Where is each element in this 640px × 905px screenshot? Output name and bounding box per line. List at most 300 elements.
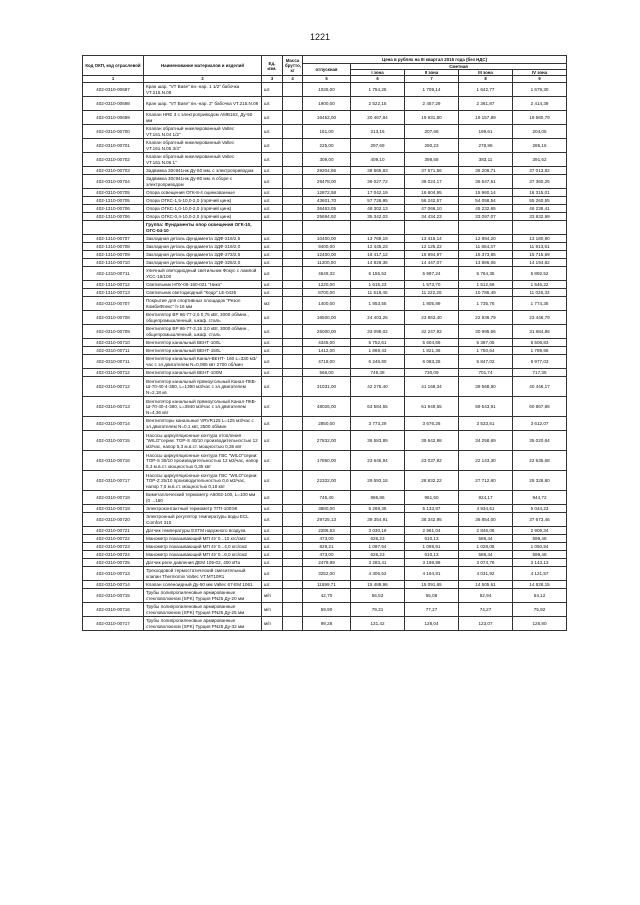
row-price-zone-4: 40 448,17 [513, 377, 567, 397]
row-mass [283, 97, 303, 111]
row-code: 402-0310-00704 [83, 175, 144, 189]
header-zone-2: II зона [405, 70, 459, 76]
table-row [83, 281, 567, 289]
row-price-zone-4: 3 143,13 [513, 559, 567, 567]
table-row [83, 355, 567, 369]
row-unit: шт. [262, 567, 283, 581]
row-price-zone-3: 27 712,60 [459, 471, 513, 491]
row-price-zone-3: 13 886,06 [459, 259, 513, 267]
row-price-zone-3: 924,17 [459, 491, 513, 505]
row-price-zone-3: 19 157,89 [459, 111, 513, 125]
row-price-zone-3: 22 936,79 [459, 311, 513, 325]
row-price-zone-4: 16 315,01 [513, 189, 567, 197]
row-mass [283, 369, 303, 377]
row-name: Покрытие для спортивных площадок "Резол КомбиФлекс" h-16 мм [144, 297, 262, 311]
row-release-price: 59,90 [303, 603, 351, 617]
row-mass [283, 355, 303, 369]
row-unit [262, 221, 283, 235]
row-release-price [303, 221, 351, 235]
row-price-zone-1: 24 403,25 [351, 311, 405, 325]
row-unit: шт. [262, 139, 283, 153]
row-unit: шт. [262, 205, 283, 213]
row-price-zone-3: 2 361,87 [459, 97, 513, 111]
row-release-price: 27832,00 [303, 431, 351, 451]
row-name: Задвижка 30с941нж Ду-50 мм. с электроприводом [144, 167, 262, 175]
row-release-price: 2850,00 [303, 417, 351, 431]
row-code: 402-0310-00702 [83, 153, 144, 167]
row-price-zone-2: 2 457,29 [405, 97, 459, 111]
row-price-zone-2: 610,13 [405, 535, 459, 543]
row-name: Группа: Фундаменты опор освещения ОГК-10, ОГС-04-10 [144, 221, 262, 235]
row-price-zone-2: 77,27 [405, 603, 459, 617]
row-price-zone-2: 2 961,04 [405, 527, 459, 535]
column-index: 5 [303, 76, 351, 83]
row-unit: шт. [262, 243, 283, 251]
header-zone-1: I зона [351, 70, 405, 76]
row-code: 402-0310-00714 [83, 581, 144, 589]
row-mass [283, 175, 303, 189]
row-price-zone-3: 2 846,06 [459, 527, 513, 535]
row-code: 402-0310-00697 [83, 83, 144, 97]
row-unit: шт. [262, 491, 283, 505]
row-code: 402-1310-00710 [83, 259, 144, 267]
row-release-price: 36463,05 [303, 205, 351, 213]
row-release-price: 225,00 [303, 139, 351, 153]
row-release-price: 2479,99 [303, 559, 351, 567]
row-release-price: 4345,00 [303, 339, 351, 347]
row-price-zone-2: 35 642,98 [405, 431, 459, 451]
row-name: Трубы полипропиленовые армированные стекловолокном (SPK) Турция PN25 Ду-20 мм [144, 589, 262, 603]
row-price-zone-1 [351, 221, 405, 235]
row-price-zone-3: 3 074,76 [459, 559, 513, 567]
row-name: Вентилятор канальный ВЕНТ-150L [144, 347, 262, 355]
row-price-zone-2: 6 083,25 [405, 355, 459, 369]
row-price-zone-4: 1 679,30 [513, 83, 567, 97]
row-price-zone-3: 22 143,30 [459, 451, 513, 471]
row-release-price: 9400,00 [303, 243, 351, 251]
row-unit: м2 [262, 297, 283, 311]
row-price-zone-3: 383,11 [459, 153, 513, 167]
row-price-zone-4: 1 050,94 [513, 543, 567, 551]
row-code: 402-0310-00701 [83, 139, 144, 153]
row-price-zone-3: 36 547,61 [459, 175, 513, 189]
row-name: Задвижка 30с941нж Ду-80 мм. в сборе с электроприводом [144, 175, 262, 189]
row-price-zone-2: 55,08 [405, 589, 459, 603]
row-price-zone-1: 23 645,94 [351, 451, 405, 471]
row-release-price: 8700,00 [303, 289, 351, 297]
row-unit: шт. [262, 197, 283, 205]
row-mass [283, 289, 303, 297]
row-price-zone-2: 128,04 [405, 617, 459, 631]
row-price-zone-2: 730,09 [405, 369, 459, 377]
row-price-zone-3: 5 847,02 [459, 355, 513, 369]
table-row [83, 397, 567, 417]
table-row [83, 197, 567, 205]
row-price-zone-3: 15 960,14 [459, 189, 513, 197]
table-row [83, 603, 567, 617]
table-row [83, 189, 567, 197]
row-price-zone-1: 39 027,72 [351, 175, 405, 189]
row-unit: шт. [262, 311, 283, 325]
row-price-zone-1: 38 665,83 [351, 167, 405, 175]
row-price-zone-4: 60 867,88 [513, 397, 567, 417]
row-release-price: 2286,53 [303, 527, 351, 535]
row-unit: шт. [262, 175, 283, 189]
row-release-price: 29204,66 [303, 167, 351, 175]
row-unit: шт. [262, 355, 283, 369]
row-code: 402-1310-00711 [83, 267, 144, 281]
row-release-price: 43601,70 [303, 197, 351, 205]
row-code: 402-0310-00715 [83, 589, 144, 603]
row-unit: м/п [262, 617, 283, 631]
row-unit: шт. [262, 513, 283, 527]
row-price-zone-1: 35 342,03 [351, 213, 405, 221]
row-price-zone-3: 1 750,64 [459, 347, 513, 355]
row-release-price: 29725,13 [303, 513, 351, 527]
row-unit: шт. [262, 471, 283, 491]
row-release-price: 3252,00 [303, 567, 351, 581]
row-mass [283, 197, 303, 205]
row-unit: шт. [262, 259, 283, 267]
row-name: Датчик реле давления ДЕМ 105-02, 400 кПа [144, 559, 262, 567]
row-price-zone-2: 961,50 [405, 491, 459, 505]
row-release-price: 566,00 [303, 369, 351, 377]
row-price-zone-3: 15 373,85 [459, 251, 513, 259]
row-price-zone-2: 19 931,80 [405, 111, 459, 125]
row-release-price: 16452,00 [303, 111, 351, 125]
row-unit: шт. [262, 189, 283, 197]
row-mass [283, 167, 303, 175]
row-price-zone-2: 14 447,07 [405, 259, 459, 267]
row-mass [283, 139, 303, 153]
row-mass [283, 297, 303, 311]
table-row [83, 235, 567, 243]
row-mass [283, 505, 303, 513]
row-price-zone-2: 3 676,26 [405, 417, 459, 431]
row-code: 402-0310-00712 [83, 377, 144, 397]
row-price-zone-1: 56,53 [351, 589, 405, 603]
row-unit: шт. [262, 325, 283, 339]
row-code: 402-0310-00710 [83, 339, 144, 347]
row-price-zone-4: 5 506,83 [513, 339, 567, 347]
table-row [83, 505, 567, 513]
row-name: Насосы циркуляционные контура ГВС "WILO"серии: TOP-S 30/10 производительностью 12 м3/час, напор 5,3 м.в.ст. мощностью 0,35 квт [144, 451, 262, 471]
table-row [83, 513, 567, 527]
row-price-zone-3: 52,94 [459, 589, 513, 603]
row-price-zone-3: 14 505,61 [459, 581, 513, 589]
row-code: 402-0310-00723 [83, 543, 144, 551]
row-price-zone-2: 13 415,14 [405, 235, 459, 243]
row-release-price: 31031,00 [303, 377, 351, 397]
row-price-zone-4: 1 774,35 [513, 297, 567, 311]
row-price-zone-4: 5 892,52 [513, 267, 567, 281]
row-unit: шт. [262, 251, 283, 259]
row-price-zone-1: 749,38 [351, 369, 405, 377]
column-index: 8 [459, 76, 513, 83]
row-price-zone-4: 599,48 [513, 535, 567, 543]
row-price-zone-1: 409,10 [351, 153, 405, 167]
row-release-price: 17860,00 [303, 451, 351, 471]
row-price-zone-2: 32 247,92 [405, 325, 459, 339]
row-code: 402-0310-00720 [83, 513, 144, 527]
table-row [83, 369, 567, 377]
row-mass [283, 397, 303, 417]
row-price-zone-3: 586,44 [459, 535, 513, 543]
row-code: 402-0310-00711 [83, 347, 144, 355]
row-price-zone-2: 34 434,23 [405, 213, 459, 221]
row-name: Светильник светодиодный "Кедр" LE-0435 [144, 289, 262, 297]
table-body [83, 83, 567, 631]
row-name: Электроконтактный термометр ТГП-100ЭК [144, 505, 262, 513]
row-price-zone-1: 15 489,96 [351, 581, 405, 589]
column-index: 4 [283, 76, 303, 83]
row-unit: шт. [262, 83, 283, 97]
row-price-zone-3: 34 258,69 [459, 431, 513, 451]
row-mass [283, 281, 303, 289]
row-mass [283, 567, 303, 581]
row-price-zone-1: 5 269,35 [351, 505, 405, 513]
row-price-zone-1: 79,31 [351, 603, 405, 617]
row-mass [283, 551, 303, 559]
table-row [83, 617, 567, 631]
row-release-price: 1900,00 [303, 97, 351, 111]
column-index: 6 [351, 76, 405, 83]
row-mass [283, 267, 303, 281]
row-code [83, 221, 144, 235]
row-name: Манометр показывающий МП 4У 0...10 кгс/см2 [144, 535, 262, 543]
table-row [83, 111, 567, 125]
row-price-zone-3: 278,96 [459, 139, 513, 153]
row-release-price: 10400,00 [303, 235, 351, 243]
column-index-row [83, 76, 567, 83]
row-price-zone-4: 35 020,64 [513, 431, 567, 451]
row-release-price: 29478,00 [303, 175, 351, 189]
table-group-row [83, 221, 567, 235]
row-release-price: 1025,00 [303, 83, 351, 97]
row-code: 402-1310-00705 [83, 197, 144, 205]
row-code: 402-1310-00708 [83, 243, 144, 251]
row-price-zone-4: 1 789,56 [513, 347, 567, 355]
header-price-title: Цена в рублях на III квартал 2016 года (без НДС) [303, 56, 567, 64]
row-unit: шт. [262, 213, 283, 221]
row-name: Уличный светодиодный светильник Фокус с лампой УСС-18/100 [144, 267, 262, 281]
row-code: 402-0310-00716 [83, 451, 144, 471]
row-price-zone-2: 3 198,98 [405, 559, 459, 567]
row-unit: м/п [262, 603, 283, 617]
row-name: Вентиляторы канальные VRVR125 L=125 м3/час с эл.двигателем N=0,1 квт, 2500 об/мин [144, 417, 262, 431]
row-price-zone-4: 125,80 [513, 617, 567, 631]
row-price-zone-3: 74,27 [459, 603, 513, 617]
row-unit: шт. [262, 505, 283, 513]
row-price-zone-3: 36 854,00 [459, 513, 513, 527]
row-mass [283, 83, 303, 97]
row-mass [283, 205, 303, 213]
row-code: 402-0310-00717 [83, 617, 144, 631]
row-mass [283, 513, 303, 527]
row-code: 402-0310-00714 [83, 417, 144, 431]
row-price-zone-4: 46 238,41 [513, 205, 567, 213]
row-unit: шт. [262, 431, 283, 451]
row-code: 402-0310-00721 [83, 527, 144, 535]
row-mass [283, 451, 303, 471]
row-unit: шт. [262, 97, 283, 111]
table-row [83, 167, 567, 175]
table-row [83, 243, 567, 251]
row-mass [283, 111, 303, 125]
row-mass [283, 125, 303, 139]
row-price-zone-4: 13 180,90 [513, 235, 567, 243]
row-mass [283, 235, 303, 243]
header-estimate: Сметная [351, 64, 567, 70]
row-price-zone-3: 59 543,91 [459, 397, 513, 417]
row-code: 402-0310-00713 [83, 567, 144, 581]
row-mass [283, 377, 303, 397]
row-mass [283, 339, 303, 347]
row-price-zone-1: 2 522,15 [351, 97, 405, 111]
row-unit: шт. [262, 581, 283, 589]
row-name: Опора ОГКС-1,0-10,0-2,0 (горячий цинк) [144, 205, 262, 213]
row-price-zone-1: 6 155,52 [351, 267, 405, 281]
row-code: 402-1310-00709 [83, 251, 144, 259]
row-name: Светильник НПУ-06-150-021 "Нико" [144, 281, 262, 289]
row-code: 402-0310-00703 [83, 167, 144, 175]
row-price-zone-1: 42 275,40 [351, 377, 405, 397]
row-price-zone-4: 31 684,86 [513, 325, 567, 339]
table-row [83, 83, 567, 97]
row-price-zone-2: 15 994,97 [405, 251, 459, 259]
row-price-zone-2: 38 342,95 [405, 513, 459, 527]
row-name: Опора ОГКС-0,4-10,0-2,0 (горячий цинк) [144, 213, 262, 221]
row-mass [283, 221, 303, 235]
row-release-price: 4718,00 [303, 355, 351, 369]
row-price-zone-3: 1 512,59 [459, 281, 513, 289]
row-price-zone-2: 5 604,69 [405, 339, 459, 347]
table-row [83, 559, 567, 567]
row-price-zone-1: 3 030,19 [351, 527, 405, 535]
table-row [83, 543, 567, 551]
row-price-zone-2: 1 573,70 [405, 281, 459, 289]
row-name: Закладная деталь фундамента ЗДФ-273/2,5 [144, 251, 262, 259]
row-unit: шт. [262, 339, 283, 347]
row-code: 402-0310-00713 [83, 397, 144, 417]
row-price-zone-2: 15 091,65 [405, 581, 459, 589]
column-index: 3 [262, 76, 283, 83]
row-price-zone-2: 1 709,14 [405, 83, 459, 97]
row-price-zone-4: 75,92 [513, 603, 567, 617]
row-price-zone-2: 5 133,87 [405, 505, 459, 513]
table-header [83, 56, 567, 83]
row-mass [283, 617, 303, 631]
row-price-zone-2: 37 671,56 [405, 167, 459, 175]
row-price-zone-4: 285,16 [513, 139, 567, 153]
row-unit: шт. [262, 289, 283, 297]
row-price-zone-1: 213,16 [351, 125, 405, 139]
table-row [83, 567, 567, 581]
row-code: 402-0310-00707 [83, 297, 144, 311]
row-price-zone-1: 1 615,23 [351, 281, 405, 289]
row-code: 402-0310-00698 [83, 97, 144, 111]
row-price-zone-2: 38 024,17 [405, 175, 459, 189]
row-price-zone-4: 5 044,23 [513, 505, 567, 513]
row-release-price: 48026,00 [303, 397, 351, 417]
row-price-zone-2: 61 949,55 [405, 397, 459, 417]
row-price-zone-3: 36 208,71 [459, 167, 513, 175]
row-mass [283, 559, 303, 567]
row-release-price: 25000,00 [303, 325, 351, 339]
row-code: 402-0310-00722 [83, 535, 144, 543]
row-release-price: 161,00 [303, 125, 351, 139]
row-price-zone-1: 57 726,95 [351, 197, 405, 205]
row-price-zone-1: 12 445,23 [351, 243, 405, 251]
row-price-zone-2: 207,68 [405, 125, 459, 139]
row-unit: шт. [262, 451, 283, 471]
row-unit: шт. [262, 125, 283, 139]
row-code: 402-0310-00717 [83, 471, 144, 491]
row-price-zone-4: 55 260,55 [513, 197, 567, 205]
row-price-zone-3: 30 995,66 [459, 325, 513, 339]
row-price-zone-2: 290,23 [405, 139, 459, 153]
row-price-zone-4: 54,12 [513, 589, 567, 603]
row-name: Насосы циркуляционные контура ГВС "WILO"серии: TOP-Z 25/10 производительностью 0,6 м3/час, напор 7,0 м.в.ст. мощностью 0,18 квт [144, 471, 262, 491]
row-name: Вентилятор ВР 86-77-3,15 3,0 кВт, 3000 об/мин., общепромышленный, шкаф. сталь [144, 325, 262, 339]
table-row [83, 535, 567, 543]
row-price-zone-3: 11 654,37 [459, 243, 513, 251]
row-name: Манометр показывающий МП 4У 0...4,0 кгс/см2 [144, 543, 262, 551]
row-release-price: 473,00 [303, 535, 351, 543]
table-row [83, 527, 567, 535]
row-price-zone-2: 23 863,40 [405, 311, 459, 325]
row-price-zone-1: 11 518,45 [351, 289, 405, 297]
row-mass [283, 311, 303, 325]
table-row [83, 311, 567, 325]
row-price-zone-3: 1 642,77 [459, 83, 513, 97]
row-release-price: 3880,00 [303, 505, 351, 513]
row-price-zone-1: 3 773,29 [351, 417, 405, 431]
row-unit: шт. [262, 347, 283, 355]
row-price-zone-3: 4 934,51 [459, 505, 513, 513]
row-mass [283, 347, 303, 355]
row-unit: шт. [262, 369, 283, 377]
row-price-zone-4: 28 328,80 [513, 471, 567, 491]
row-price-zone-1: 63 584,55 [351, 397, 405, 417]
table-row [83, 451, 567, 471]
row-code: 402-0310-00715 [83, 431, 144, 451]
row-price-zone-1: 48 302,13 [351, 205, 405, 213]
row-name: Клапан обратный никелированный Valtec VT.161.N.06 1" [144, 153, 262, 167]
row-price-zone-1: 4 305,52 [351, 567, 405, 581]
row-price-zone-4: 15 715,69 [513, 251, 567, 259]
row-price-zone-3: 701,74 [459, 369, 513, 377]
row-price-zone-2: 1 805,89 [405, 297, 459, 311]
row-price-zone-1: 20 467,84 [351, 111, 405, 125]
header-name: Наименование материалов и изделий [144, 56, 262, 76]
row-price-zone-1: 33 098,02 [351, 325, 405, 339]
row-price-zone-4: 37 360,25 [513, 175, 567, 189]
row-price-zone-1: 3 283,41 [351, 559, 405, 567]
table-row [83, 205, 567, 213]
column-index: 7 [405, 76, 459, 83]
row-unit: шт. [262, 559, 283, 567]
row-price-zone-4: 23 446,79 [513, 311, 567, 325]
row-unit: шт. [262, 267, 283, 281]
row-code: 402-1310-00707 [83, 235, 144, 243]
row-release-price: 25694,92 [303, 213, 351, 221]
row-price-zone-3: 5 387,05 [459, 339, 513, 347]
row-name: Вентилятор ВР 86-77-2,5 0,75 кВт, 3000 об/мин., общепромышленный, шкаф. сталь [144, 311, 262, 325]
row-mass [283, 243, 303, 251]
row-price-zone-3: 4 031,92 [459, 567, 513, 581]
row-unit: шт. [262, 417, 283, 431]
